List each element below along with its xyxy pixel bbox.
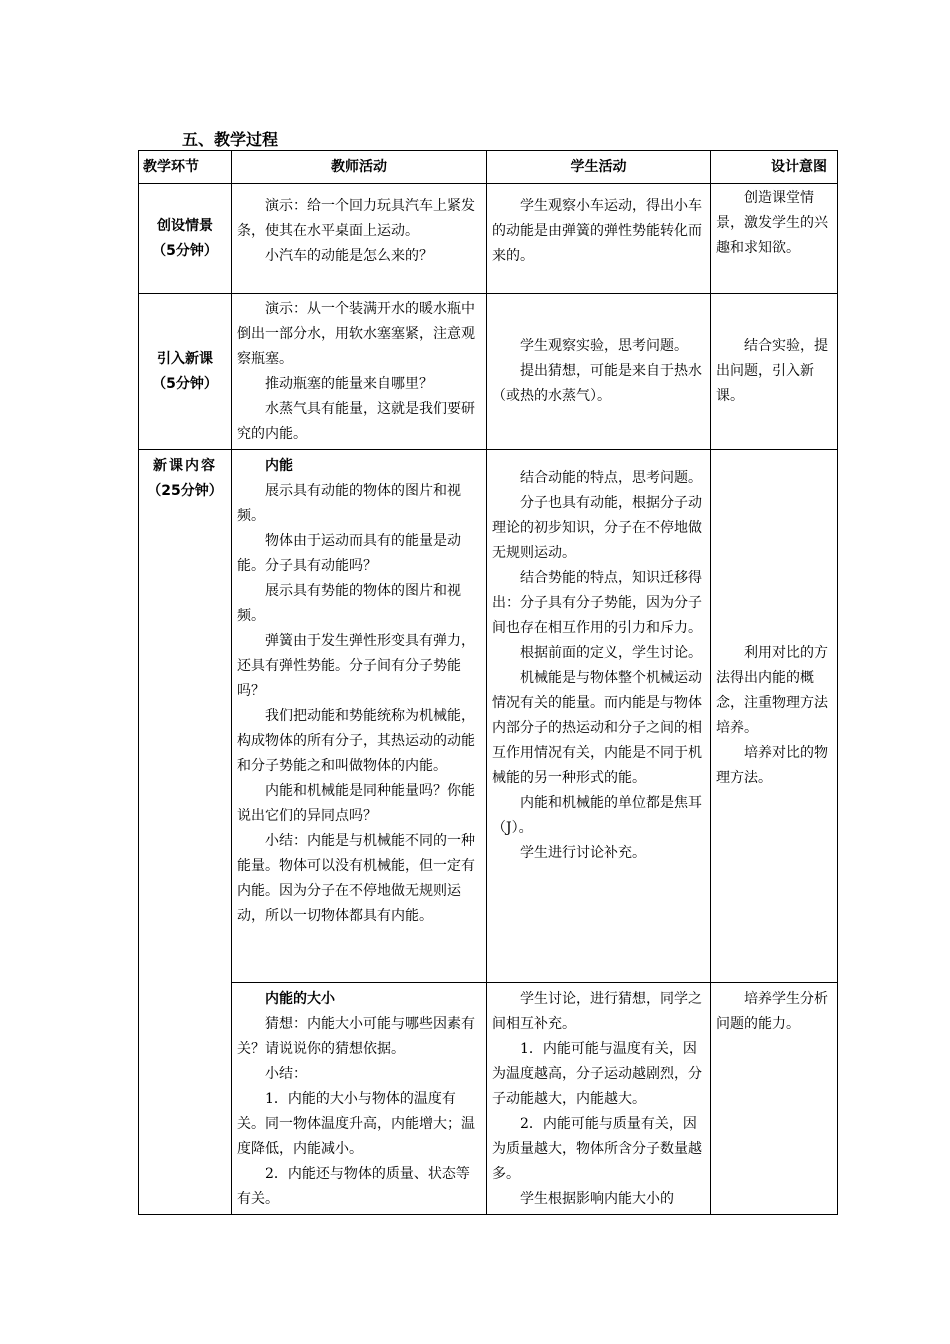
intent-cell (711, 294, 838, 450)
intent-cell (711, 184, 838, 294)
teacher-text: 演示：从一个装满开水的暖水瓶中倒出一部分水，用软水塞塞紧，注意观察瓶塞。 (237, 301, 475, 367)
teacher-text: 展示具有势能的物体的图片和视频。 (237, 583, 461, 624)
subsection-title: 内能 (265, 458, 293, 474)
intent-text: 培养对比的物理方法。 (716, 745, 828, 786)
intent-text: 利用对比的方法得出内能的概念，注重物理方法培养。 (716, 645, 828, 736)
intent-text: 结合实验，提出问题，引入新课。 (716, 338, 828, 404)
header-teacher: 教师活动 (232, 151, 487, 184)
teacher-text: 2．内能还与物体的质量、状态等有关。 (237, 1166, 470, 1207)
teacher-text: 水蒸气具有能量，这就是我们要研究的内能。 (237, 401, 475, 442)
teacher-text: 物体由于运动而具有的能量是动能。分子具有动能吗？ (237, 533, 461, 574)
student-cell (487, 294, 711, 450)
teacher-cell (232, 294, 487, 450)
teacher-text: 小结：内能是与机械能不同的一种能量。物体可以没有机械能，但一定有内能。因为分子在不停地做无规则运动，所以一切物体都具有内能。 (237, 833, 475, 924)
teacher-text: 内能和机械能是同种能量吗？你能说出它们的异同点吗？ (237, 783, 475, 824)
intent-text: 创造课堂情景，激发学生的兴趣和求知欲。 (716, 190, 828, 256)
student-cell (487, 184, 711, 294)
intent-cell (711, 450, 838, 983)
teacher-text: 推动瓶塞的能量来自哪里？ (265, 376, 433, 392)
teacher-cell (232, 983, 487, 1215)
student-text: 1．内能可能与温度有关，因为温度越高，分子运动越剧烈，分子动能越大，内能越大。 (492, 1041, 702, 1107)
header-student: 学生活动 (487, 151, 711, 184)
teacher-text: 小结： (265, 1066, 307, 1082)
student-text: 结合势能的特点，知识迁移得出：分子具有分子势能，因为分子间也存在相互作用的引力和斥力。 (492, 570, 702, 636)
teacher-text: 展示具有动能的物体的图片和视频。 (237, 483, 461, 524)
stage-label: 创设情景 (157, 217, 213, 234)
section-title: 五、教学过程 (182, 130, 279, 149)
table-row (139, 983, 838, 1215)
stage-time: （5分钟） (152, 242, 218, 259)
intent-text: 培养学生分析问题的能力。 (716, 991, 828, 1032)
student-cell (487, 983, 711, 1215)
teaching-process-table (138, 150, 838, 1215)
student-text: 学生讨论，进行猜想，同学之间相互补充。 (492, 991, 702, 1032)
student-text: 2．内能可能与质量有关，因为质量越大，物体所含分子数量越多。 (492, 1116, 702, 1182)
table-row (139, 184, 838, 294)
student-text: 学生进行讨论补充。 (520, 845, 646, 861)
teacher-cell (232, 184, 487, 294)
table-row (139, 450, 838, 983)
student-text: 提出猜想，可能是来自于热水（或热的水蒸气）。 (492, 363, 702, 404)
student-text: 内能和机械能的单位都是焦耳（J）。 (492, 795, 702, 836)
teacher-text: 1．内能的大小与物体的温度有关。同一物体温度升高，内能增大；温度降低，内能减小。 (237, 1091, 475, 1157)
header-intent: 设计意图 (711, 151, 838, 184)
subsection-title: 内能的大小 (265, 991, 335, 1007)
teacher-text: 弹簧由于发生弹性形变具有弹力，还具有弹性势能。分子间有分子势能吗？ (237, 633, 475, 699)
student-cell (487, 450, 711, 983)
table-header-row (139, 151, 838, 184)
teacher-text: 小汽车的动能是怎么来的？ (265, 248, 433, 264)
table-row (139, 294, 838, 450)
teacher-text: 演示：给一个回力玩具汽车上紧发条，使其在水平桌面上运动。 (237, 198, 475, 239)
header-stage: 教学环节 (139, 151, 232, 184)
stage-cell (139, 184, 232, 294)
student-text: 根据前面的定义，学生讨论。 (520, 645, 702, 661)
student-text: 结合动能的特点，思考问题。 (520, 470, 702, 486)
teacher-text: 猜想：内能大小可能与哪些因素有关？请说说你的猜想依据。 (237, 1016, 475, 1057)
stage-label: 引入新课 (157, 350, 213, 367)
teacher-text: 我们把动能和势能统称为机械能，构成物体的所有分子，其热运动的动能和分子势能之和叫做物体的内能。 (237, 708, 475, 774)
stage-cell (139, 294, 232, 450)
teacher-cell (232, 450, 487, 983)
stage-time: （25分钟） (147, 483, 223, 499)
student-text: 学生根据影响内能大小的 (520, 1191, 674, 1207)
student-text: 学生观察实验，思考问题。 (520, 338, 688, 354)
student-text: 学生观察小车运动，得出小车的动能是由弹簧的弹性势能转化而来的。 (492, 198, 702, 264)
stage-cell (139, 450, 232, 1215)
student-text: 分子也具有动能，根据分子动理论的初步知识，分子在不停地做无规则运动。 (492, 495, 702, 561)
stage-label: 新课内容 (153, 458, 217, 474)
stage-time: （5分钟） (152, 375, 218, 392)
student-text: 机械能是与物体整个机械运动情况有关的能量。而内能是与物体内部分子的热运动和分子之间的相互作用情况有关，内能是不同于机械能的另一种形式的能。 (492, 670, 702, 786)
intent-cell (711, 983, 838, 1215)
